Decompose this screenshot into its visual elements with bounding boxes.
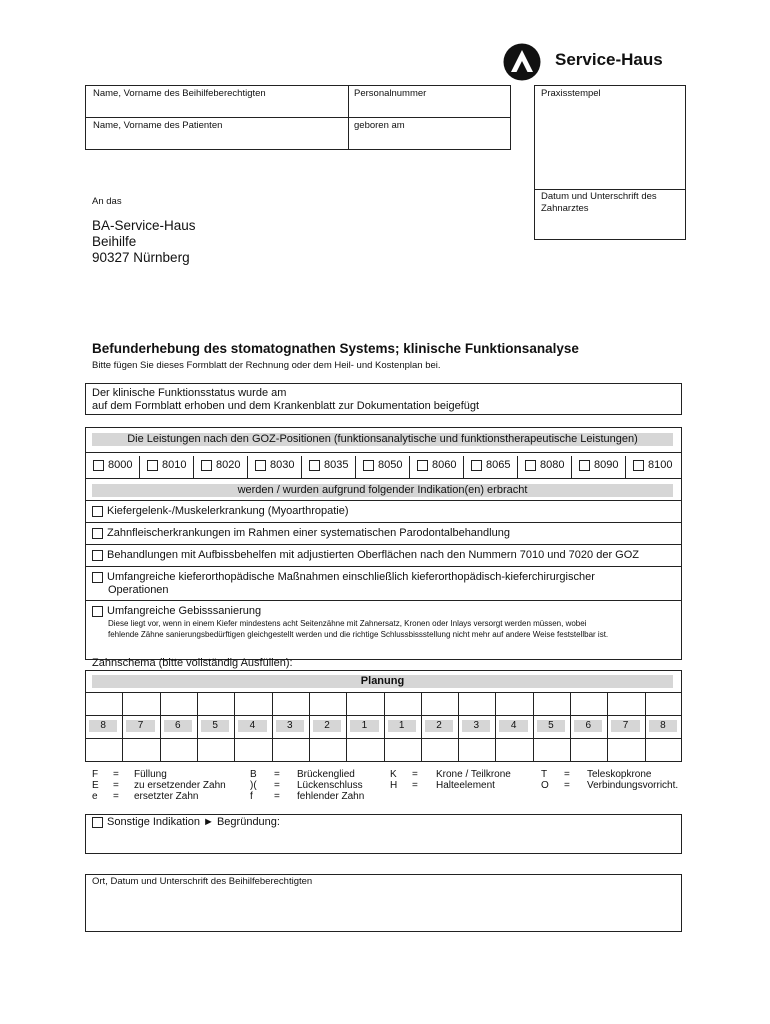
legend-text-F: Füllung: [134, 769, 167, 780]
tooth-number: 4: [499, 720, 527, 732]
name-beihilfe-field[interactable]: Name, Vorname des Beihilfeberechtigten: [93, 88, 266, 99]
status-line1: Der klinische Funktionsstatus wurde am: [92, 387, 287, 399]
tooth-cell[interactable]: [534, 696, 569, 712]
tooth-cell[interactable]: [235, 743, 270, 759]
tooth-number: 5: [201, 720, 229, 732]
legend-text-B: Brückenglied: [297, 769, 355, 780]
address-line2: Beihilfe: [92, 234, 137, 249]
legend-key-F: F: [92, 769, 99, 780]
indikation-5-note1: Diese liegt vor, wenn in einem Kiefer mindestens acht Seitenzähne mit Zahnersatz, Kronen oder Inlays versorgt werden müssen, wobei: [108, 619, 587, 628]
tooth-cell[interactable]: [385, 743, 420, 759]
tooth-number: 3: [462, 720, 490, 732]
tooth-cell[interactable]: [310, 743, 345, 759]
page-subtitle: Bitte fügen Sie dieses Formblatt der Rechnung oder dem Heil- und Kostenplan bei.: [92, 360, 441, 371]
goz-8010[interactable]: 8010: [147, 459, 186, 471]
tooth-cell[interactable]: [198, 743, 233, 759]
name-patient-field[interactable]: Name, Vorname des Patienten: [93, 120, 223, 131]
checkbox-icon: [309, 460, 320, 471]
checkbox-icon: [255, 460, 266, 471]
goz-8050[interactable]: 8050: [363, 459, 402, 471]
checkbox-icon: [92, 506, 103, 517]
indikation-5[interactable]: Umfangreiche Gebisssanierung: [92, 605, 261, 617]
tooth-cell[interactable]: [534, 743, 569, 759]
legend-key-O: O: [541, 780, 549, 791]
tooth-number: 7: [126, 720, 154, 732]
tooth-cell[interactable]: [273, 696, 308, 712]
checkbox-icon: [92, 817, 103, 828]
indikation-2[interactable]: Zahnfleischerkrankungen im Rahmen einer systematischen Parodontalbehandlung: [92, 527, 510, 539]
tooth-number: 7: [611, 720, 639, 732]
tooth-cell[interactable]: [235, 696, 270, 712]
checkbox-icon: [201, 460, 212, 471]
tooth-cell[interactable]: [161, 696, 196, 712]
legend-eq-E: =: [113, 780, 119, 791]
geboren-field[interactable]: geboren am: [354, 120, 405, 131]
sonstige-indikation-checkbox[interactable]: Sonstige Indikation ► Begründung:: [92, 816, 280, 828]
tooth-cell[interactable]: [646, 696, 681, 712]
goz-8100[interactable]: 8100: [633, 459, 672, 471]
legend-eq-L: =: [274, 780, 280, 791]
tooth-cell[interactable]: [86, 696, 121, 712]
legend-text-L: Lückenschluss: [297, 780, 363, 791]
tooth-cell[interactable]: [198, 696, 233, 712]
tooth-cell[interactable]: [459, 743, 494, 759]
goz-8090[interactable]: 8090: [579, 459, 618, 471]
indikation-4-line2: Operationen: [108, 584, 169, 596]
tooth-number: 1: [350, 720, 378, 732]
tooth-number: 2: [313, 720, 341, 732]
tooth-cell[interactable]: [608, 696, 643, 712]
checkbox-icon: [92, 572, 103, 583]
datum-unterschrift-label: Datum und Unterschrift des Zahnarztes: [541, 191, 657, 214]
personalnummer-field[interactable]: Personalnummer: [354, 88, 427, 99]
tooth-number: 8: [89, 720, 117, 732]
goz-8060[interactable]: 8060: [417, 459, 456, 471]
legend-text-e: ersetzter Zahn: [134, 791, 199, 802]
goz-codes-row: [85, 456, 682, 478]
tooth-number: 6: [164, 720, 192, 732]
legend-key-L: )(: [250, 780, 257, 791]
tooth-number: 4: [238, 720, 266, 732]
goz-8080[interactable]: 8080: [525, 459, 564, 471]
tooth-cell[interactable]: [385, 696, 420, 712]
tooth-number: 3: [276, 720, 304, 732]
tooth-cell[interactable]: [310, 696, 345, 712]
legend-key-K: K: [390, 769, 397, 780]
indikation-1[interactable]: Kiefergelenk-/Muskelerkrankung (Myoarthropatie): [92, 505, 349, 517]
checkbox-icon: [92, 606, 103, 617]
tooth-cell[interactable]: [273, 743, 308, 759]
tooth-number: 8: [649, 720, 677, 732]
goz-8065[interactable]: 8065: [471, 459, 510, 471]
checkbox-icon: [92, 528, 103, 539]
indikation-header: werden / wurden aufgrund folgender Indikation(en) erbracht: [92, 484, 673, 497]
tooth-cell[interactable]: [459, 696, 494, 712]
praxisstempel-box[interactable]: [534, 85, 686, 240]
arrow-right-icon: ►: [203, 816, 214, 828]
checkbox-icon: [93, 460, 104, 471]
legend-eq-e: =: [113, 791, 119, 802]
legend-key-f: f: [250, 791, 253, 802]
tooth-cell[interactable]: [608, 743, 643, 759]
legend-text-K: Krone / Teilkrone: [436, 769, 511, 780]
tooth-cell[interactable]: [347, 743, 382, 759]
legend-eq-F: =: [113, 769, 119, 780]
tooth-cell[interactable]: [161, 743, 196, 759]
funktionsstatus-box[interactable]: [85, 383, 682, 415]
tooth-cell[interactable]: [86, 743, 121, 759]
tooth-cell[interactable]: [571, 743, 606, 759]
sonstige-indikation-box[interactable]: [85, 814, 682, 854]
address-line3: 90327 Nürnberg: [92, 250, 190, 265]
legend-text-E: zu ersetzender Zahn: [134, 780, 226, 791]
goz-8020[interactable]: 8020: [201, 459, 240, 471]
indikation-3[interactable]: Behandlungen mit Aufbissbehelfen mit adjustierten Oberflächen nach den Nummern 7010 und 7020 der GOZ: [92, 549, 639, 561]
goz-8000[interactable]: 8000: [93, 459, 132, 471]
legend-text-f: fehlender Zahn: [297, 791, 365, 802]
legend-text-H: Halteelement: [436, 780, 495, 791]
legend-key-H: H: [390, 780, 398, 791]
legend-key-E: E: [92, 780, 99, 791]
checkbox-icon: [363, 460, 374, 471]
zahnschema-label: Zahnschema (bitte vollständig Ausfüllen):: [92, 657, 293, 669]
indikation-4[interactable]: Umfangreiche kieferorthopädische Maßnahmen einschließlich kieferorthopädisch-kieferchirurgischer: [92, 571, 595, 583]
tooth-number: 1: [388, 720, 416, 732]
tooth-cell[interactable]: [646, 743, 681, 759]
page-title: Befunderhebung des stomatognathen Systems; klinische Funktionsanalyse: [92, 341, 579, 356]
goz-8030[interactable]: 8030: [255, 459, 294, 471]
legend-key-T: T: [541, 769, 548, 780]
tooth-cell[interactable]: [347, 696, 382, 712]
tooth-cell[interactable]: [496, 696, 531, 712]
brand-name: Service-Haus: [555, 50, 663, 69]
legend-text-O: Verbindungsvorricht.: [587, 780, 679, 791]
legend-key-e: e: [92, 791, 98, 802]
legend-text-T: Teleskopkrone: [587, 769, 652, 780]
status-line2: auf dem Formblatt erhoben und dem Krankenblatt zur Dokumentation beigefügt: [92, 400, 480, 412]
tooth-cell[interactable]: [123, 696, 158, 712]
legend-eq-T: =: [564, 769, 570, 780]
an-das: An das: [92, 196, 122, 207]
legend-eq-H: =: [412, 780, 418, 791]
tooth-number: 6: [574, 720, 602, 732]
checkbox-icon: [417, 460, 428, 471]
tooth-cell[interactable]: [422, 743, 457, 759]
tooth-number: 5: [537, 720, 565, 732]
ort-datum-unterschrift-box[interactable]: [85, 874, 682, 932]
legend-eq-B: =: [274, 769, 280, 780]
planung-header: Planung: [92, 675, 673, 688]
legend-key-B: B: [250, 769, 257, 780]
brand-logo: [503, 43, 683, 79]
tooth-cell[interactable]: [571, 696, 606, 712]
leistungen-header: Die Leistungen nach den GOZ-Positionen (funktionsanalytische und funktionstherapeutische Leistungen): [92, 433, 673, 446]
checkbox-icon: [525, 460, 536, 471]
checkbox-icon: [147, 460, 158, 471]
tooth-number: 2: [425, 720, 453, 732]
legend-eq-K: =: [412, 769, 418, 780]
tooth-cell[interactable]: [123, 743, 158, 759]
tooth-cell[interactable]: [496, 743, 531, 759]
checkbox-icon: [579, 460, 590, 471]
legend-eq-f: =: [274, 791, 280, 802]
ort-datum-label: Ort, Datum und Unterschrift des Beihilfeberechtigten: [92, 876, 313, 887]
legend-eq-O: =: [564, 780, 570, 791]
goz-8035[interactable]: 8035: [309, 459, 348, 471]
logo-icon: [503, 43, 541, 81]
checkbox-icon: [633, 460, 644, 471]
checkbox-icon: [471, 460, 482, 471]
address-line1: BA-Service-Haus: [92, 218, 196, 233]
tooth-cell[interactable]: [422, 696, 457, 712]
indikation-5-note2: fehlende Zähne sanierungsbedürftigen gleichgestellt werden und die richtige Schlussbissstellung nicht mehr auf andere Weise feststellbar ist.: [108, 630, 609, 639]
header-fields: [85, 85, 511, 150]
checkbox-icon: [92, 550, 103, 561]
praxisstempel-label: Praxisstempel: [541, 88, 601, 99]
